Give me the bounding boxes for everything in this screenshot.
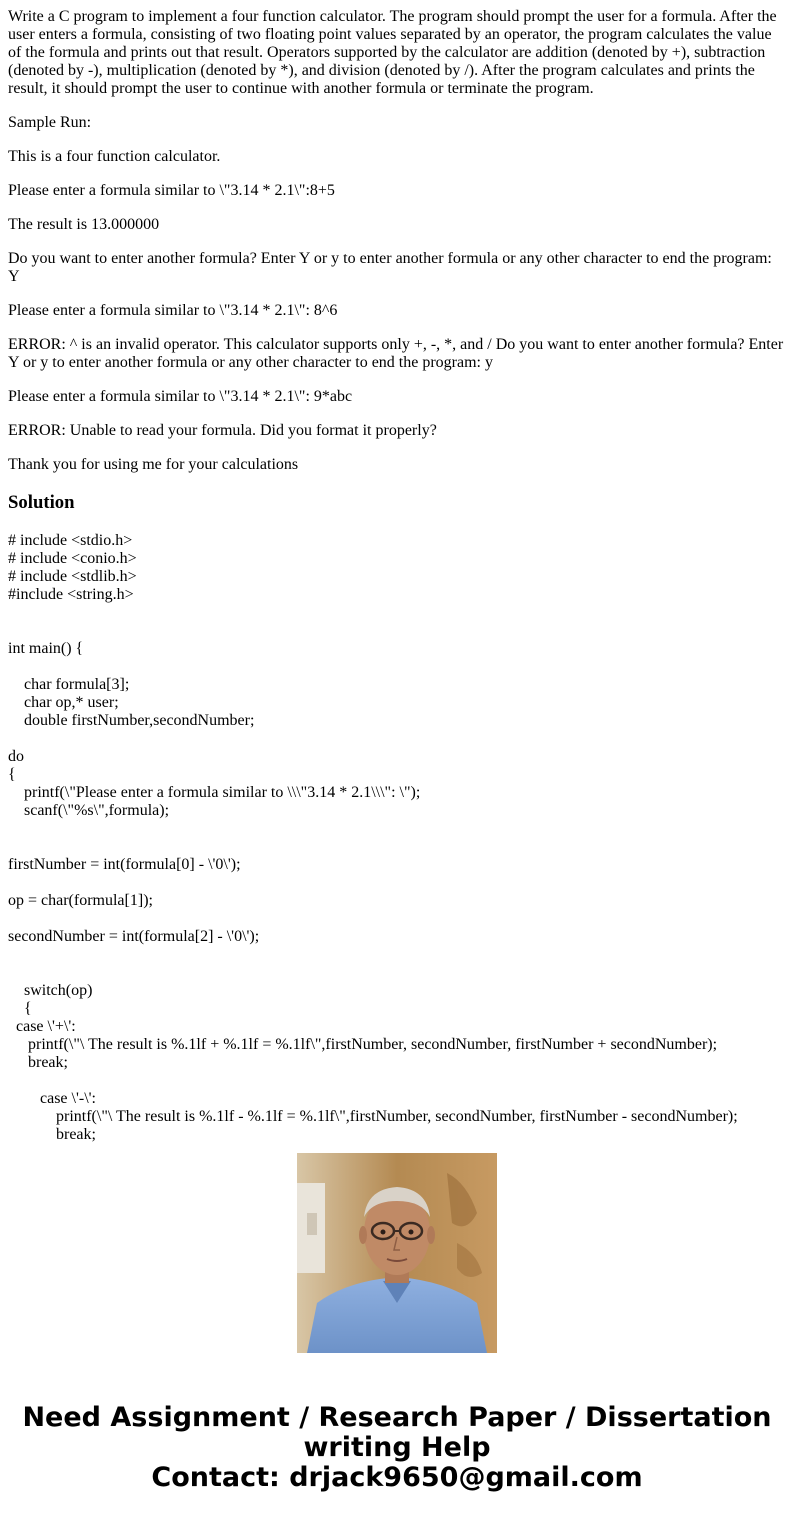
code-line: printf(\"\ The result is %.1lf + %.1lf = %.1lf\",firstNumber, secondNumber, firstNumber + secondNumber); [8,1036,718,1053]
code-line: case \'+\': [8,1018,76,1035]
code-line: firstNumber = int(formula[0] - \'0\'); [8,856,241,873]
sample-output-line: The result is 13.000000 [8,216,160,233]
code-line [8,604,786,622]
code-line [8,1072,786,1090]
banner-line: writing Help [303,1432,491,1463]
code-line: { [8,1000,32,1017]
sample-output-line: ERROR: Unable to read your formula. Did you format it properly? [8,422,437,439]
sample-output-line: ERROR: ^ is an invalid operator. This calculator supports only +, -, *, and / Do you want to enter another formula? Enter Y or y to enter another formula or any other character to end the program: y [8,336,784,371]
code-line: switch(op) [8,982,93,999]
code-line: # include <stdio.h> [8,532,133,549]
sample-output-line: Thank you for using me for your calculations [8,456,299,473]
code-line [8,658,786,676]
sample-output-line: This is a four function calculator. [8,148,221,165]
code-line: char op,* user; [8,694,119,711]
code-line: char formula[3]; [8,676,130,693]
code-line: int main() { [8,640,84,657]
code-line [8,730,786,748]
code-line: # include <stdlib.h> [8,568,137,585]
promo-banner [0,1403,794,1493]
banner-line: Need Assignment / Research Paper / Dissertation [22,1402,772,1433]
code-line: break; [8,1126,96,1143]
code-line [8,946,786,964]
code-line: printf(\"\ The result is %.1lf - %.1lf = %.1lf\",firstNumber, secondNumber, firstNumber - secondNumber); [8,1108,738,1125]
code-line [8,874,786,892]
sample-output-line: Please enter a formula similar to \"3.14 * 2.1\": 9*abc [8,388,353,405]
solution-heading: Solution [8,492,75,513]
code-line: # include <conio.h> [8,550,137,567]
code-line: { [8,766,16,783]
code-line [8,820,786,838]
code-block [8,532,786,1144]
code-line: scanf(\"%s\",formula); [8,802,170,819]
document-content [8,0,786,1143]
sample-output-line: Do you want to enter another formula? Enter Y or y to enter another formula or any other character to end the program: Y [8,250,772,285]
code-line: printf(\"Please enter a formula similar to \\\"3.14 * 2.1\\\": \"); [8,784,421,801]
code-line: double firstNumber,secondNumber; [8,712,255,729]
code-line: op = char(formula[1]); [8,892,153,909]
sample-run-label: Sample Run: [8,114,92,131]
code-line: break; [8,1054,68,1071]
code-line [8,910,786,928]
author-portrait-image [297,1153,497,1353]
code-line: #include <string.h> [8,586,134,603]
code-line [8,838,786,856]
code-line [8,964,786,982]
code-line [8,622,786,640]
code-line: secondNumber = int(formula[2] - \'0\'); [8,928,260,945]
code-line: case \'-\': [8,1090,96,1107]
code-line: do [8,748,24,765]
sample-output-line: Please enter a formula similar to \"3.14 * 2.1\": 8^6 [8,302,338,319]
problem-paragraph: Write a C program to implement a four function calculator. The program should prompt the user for a formula. After the user enters a formula, consisting of two floating point values separated by an operator, the program calculates the value of the formula and prints out that result. Operators supported by the calculator are addition (denoted by +), subtraction (denoted by -), multiplication (denoted by *), and division (denoted by /). After the program calculates and prints the result, it should prompt the user to continue with another formula or terminate the program. [8,8,777,97]
sample-output-line: Please enter a formula similar to \"3.14 * 2.1\":8+5 [8,182,335,199]
author-avatar [297,1153,497,1353]
banner-contact: Contact: drjack9650@gmail.com [151,1462,643,1493]
